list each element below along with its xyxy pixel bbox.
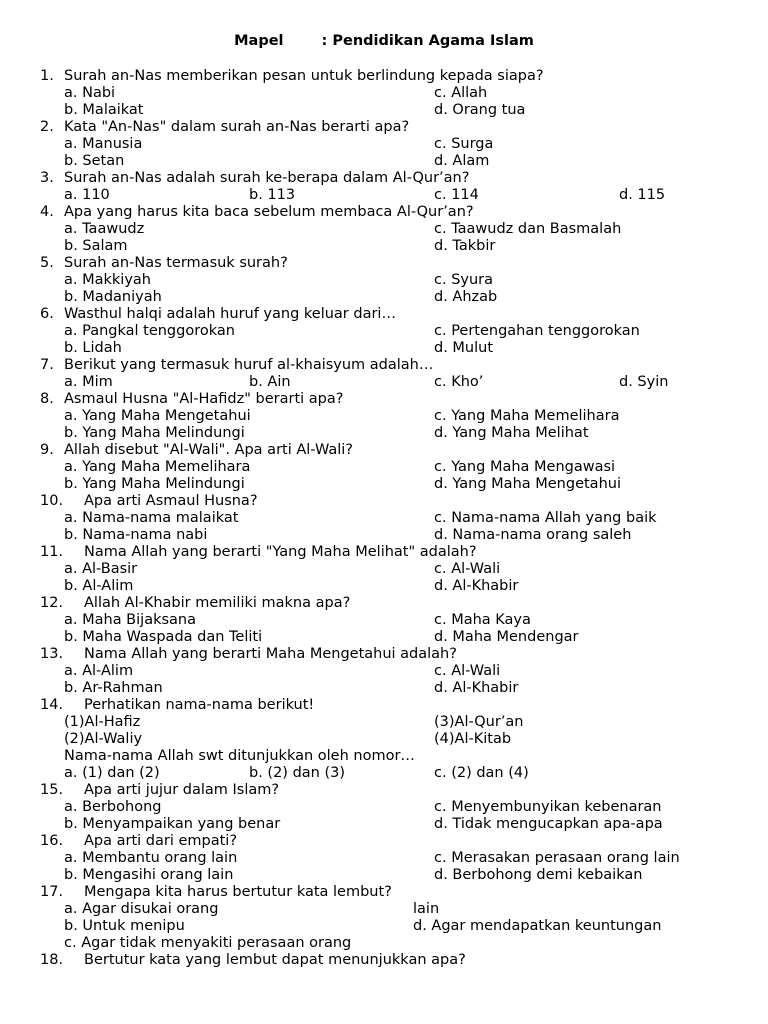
options-row: [0, 408, 768, 425]
question-text: Surah an-Nas adalah surah ke-berapa dalam Al-Qur’an?: [64, 170, 470, 186]
option-b: b. Maha Waspada dan Teliti: [64, 629, 263, 645]
option-b: b. Al-Alim: [64, 578, 134, 594]
option-d: d. Syin: [619, 374, 669, 390]
option-d: d. Al-Khabir: [434, 578, 519, 594]
options-row: [0, 578, 768, 595]
option-c: c. Agar tidak menyakiti perasaan orang: [64, 935, 352, 951]
question-number: 18.: [40, 952, 64, 968]
option-d: d. Ahzab: [434, 289, 498, 305]
option-a: a. Agar disukai orang: [64, 901, 219, 917]
subject-label: Mapel: [234, 33, 284, 49]
question-number: 5.: [40, 255, 54, 271]
question-text: Perhatikan nama-nama berikut!: [84, 697, 315, 713]
option-a: a. Pangkal tenggorokan: [64, 323, 235, 339]
question-number: 4.: [40, 204, 54, 220]
question-6: [0, 306, 768, 323]
option-d: d. Agar mendapatkan keuntungan: [413, 918, 662, 934]
options-row: [0, 221, 768, 238]
question-prompt-text: Nama-nama Allah swt ditunjukkan oleh nomor…: [64, 748, 415, 764]
question-text: Bertutur kata yang lembut dapat menunjukkan apa?: [84, 952, 466, 968]
options-row: [0, 136, 768, 153]
options-row: [0, 850, 768, 867]
statement-row: [0, 714, 768, 731]
option-c: c. Al-Wali: [434, 663, 501, 679]
option-b: b. Madaniyah: [64, 289, 162, 305]
option-a-continuation: lain: [413, 901, 440, 917]
options-row: [0, 527, 768, 544]
option-a: a. Mim: [64, 374, 113, 390]
option-c: c. 114: [434, 187, 479, 203]
question-text: Mengapa kita harus bertutur kata lembut?: [84, 884, 392, 900]
option-d: d. Maha Mendengar: [434, 629, 579, 645]
options-row: [0, 425, 768, 442]
statement-4: (4)Al-Kitab: [434, 731, 512, 747]
option-c: c. Surga: [434, 136, 494, 152]
question-text: Apa yang harus kita baca sebelum membaca Al-Qur’an?: [64, 204, 474, 220]
option-d: d. Tidak mengucapkan apa-apa: [434, 816, 663, 832]
option-a: a. Taawudz: [64, 221, 145, 237]
options-row: [0, 935, 768, 952]
option-c: c. Pertengahan tenggorokan: [434, 323, 640, 339]
options-row: [0, 629, 768, 646]
option-a: a. Nama-nama malaikat: [64, 510, 239, 526]
subject-header: [0, 33, 768, 49]
option-b: b. Yang Maha Melindungi: [64, 425, 245, 441]
option-b: b. Ain: [249, 374, 291, 390]
option-b: b. (2) dan (3): [249, 765, 345, 781]
question-text: Apa arti Asmaul Husna?: [84, 493, 258, 509]
options-row: [0, 918, 768, 935]
option-c: c. Maha Kaya: [434, 612, 531, 628]
subject-value: : Pendidikan Agama Islam: [321, 33, 534, 49]
question-number: 9.: [40, 442, 54, 458]
question-text: Nama Allah yang berarti Maha Mengetahui adalah?: [84, 646, 457, 662]
question-number: 14.: [40, 697, 64, 713]
question-text: Apa arti jujur dalam Islam?: [84, 782, 280, 798]
options-row: [0, 612, 768, 629]
question-17: [0, 884, 768, 901]
option-b: b. Lidah: [64, 340, 122, 356]
question-text: Apa arti dari empati?: [84, 833, 238, 849]
question-number: 10.: [40, 493, 64, 509]
question-text: Surah an-Nas memberikan pesan untuk berlindung kepada siapa?: [64, 68, 544, 84]
question-7: [0, 357, 768, 374]
option-d: d. Al-Khabir: [434, 680, 519, 696]
option-d: d. Mulut: [434, 340, 494, 356]
options-row: [0, 663, 768, 680]
question-text: Allah disebut "Al-Wali". Apa arti Al-Wali?: [64, 442, 353, 458]
options-row: [0, 799, 768, 816]
option-a: a. Yang Maha Memelihara: [64, 459, 251, 475]
options-row: [0, 340, 768, 357]
options-row: [0, 901, 768, 918]
option-a: a. (1) dan (2): [64, 765, 160, 781]
question-16: [0, 833, 768, 850]
options-row: [0, 102, 768, 119]
question-13: [0, 646, 768, 663]
statement-3: (3)Al-Qur’an: [434, 714, 524, 730]
question-5: [0, 255, 768, 272]
option-a: a. Manusia: [64, 136, 143, 152]
option-b: b. Malaikat: [64, 102, 144, 118]
option-b: b. Ar-Rahman: [64, 680, 163, 696]
option-c: c. Taawudz dan Basmalah: [434, 221, 622, 237]
question-prompt: [0, 748, 768, 765]
option-c: c. Yang Maha Mengawasi: [434, 459, 616, 475]
option-a: a. Al-Alim: [64, 663, 134, 679]
option-c: c. Nama-nama Allah yang baik: [434, 510, 657, 526]
option-c: c. Yang Maha Memelihara: [434, 408, 620, 424]
question-number: 16.: [40, 833, 64, 849]
question-18: [0, 952, 768, 969]
options-row: [0, 680, 768, 697]
options-row: [0, 459, 768, 476]
options-row: [0, 476, 768, 493]
option-c: c. Menyembunyikan kebenaran: [434, 799, 662, 815]
option-b: b. Setan: [64, 153, 125, 169]
options-row: [0, 561, 768, 578]
options-row: [0, 272, 768, 289]
question-number: 13.: [40, 646, 64, 662]
question-4: [0, 204, 768, 221]
option-b: b. Nama-nama nabi: [64, 527, 208, 543]
option-c: c. Al-Wali: [434, 561, 501, 577]
options-row: [0, 153, 768, 170]
option-a: a. Maha Bijaksana: [64, 612, 196, 628]
question-number: 12.: [40, 595, 64, 611]
question-text: Asmaul Husna "Al-Hafidz" berarti apa?: [64, 391, 344, 407]
question-number: 2.: [40, 119, 54, 135]
question-number: 7.: [40, 357, 54, 373]
option-c: c. Merasakan perasaan orang lain: [434, 850, 680, 866]
option-a: a. Nabi: [64, 85, 116, 101]
option-a: a. Membantu orang lain: [64, 850, 238, 866]
question-number: 3.: [40, 170, 54, 186]
question-number: 11.: [40, 544, 64, 560]
option-b: b. Salam: [64, 238, 128, 254]
question-10: [0, 493, 768, 510]
options-row: [0, 867, 768, 884]
option-d: d. Berbohong demi kebaikan: [434, 867, 643, 883]
option-a: a. Al-Basir: [64, 561, 138, 577]
options-row: [0, 187, 768, 204]
options-row: [0, 323, 768, 340]
option-d: d. Yang Maha Mengetahui: [434, 476, 621, 492]
question-8: [0, 391, 768, 408]
options-row: [0, 816, 768, 833]
options-row: [0, 765, 768, 782]
option-b: b. Menyampaikan yang benar: [64, 816, 281, 832]
statement-row: [0, 731, 768, 748]
option-d: d. Orang tua: [434, 102, 526, 118]
options-row: [0, 510, 768, 527]
option-d: d. 115: [619, 187, 666, 203]
option-c: c. Kho’: [434, 374, 484, 390]
question-number: 6.: [40, 306, 54, 322]
question-1: [0, 68, 768, 85]
option-b: b. 113: [249, 187, 296, 203]
option-d: d. Alam: [434, 153, 490, 169]
question-number: 17.: [40, 884, 64, 900]
question-text: Nama Allah yang berarti "Yang Maha Melihat" adalah?: [84, 544, 477, 560]
option-d: d. Takbir: [434, 238, 496, 254]
question-text: Wasthul halqi adalah huruf yang keluar dari…: [64, 306, 396, 322]
option-c: c. Allah: [434, 85, 488, 101]
option-c: c. (2) dan (4): [434, 765, 529, 781]
options-row: [0, 374, 768, 391]
option-a: a. Berbohong: [64, 799, 162, 815]
option-c: c. Syura: [434, 272, 494, 288]
option-b: b. Untuk menipu: [64, 918, 185, 934]
statement-2: (2)Al-Waliy: [64, 731, 143, 747]
question-9: [0, 442, 768, 459]
option-d: d. Nama-nama orang saleh: [434, 527, 632, 543]
question-text: Kata "An-Nas" dalam surah an-Nas berarti apa?: [64, 119, 410, 135]
option-d: d. Yang Maha Melihat: [434, 425, 589, 441]
question-text: Surah an-Nas termasuk surah?: [64, 255, 288, 271]
statement-1: (1)Al-Hafiz: [64, 714, 141, 730]
options-row: [0, 85, 768, 102]
option-b: b. Yang Maha Melindungi: [64, 476, 245, 492]
option-b: b. Mengasihi orang lain: [64, 867, 234, 883]
options-row: [0, 289, 768, 306]
option-a: a. 110: [64, 187, 110, 203]
question-2: [0, 119, 768, 136]
question-text: Allah Al-Khabir memiliki makna apa?: [84, 595, 351, 611]
question-11: [0, 544, 768, 561]
question-14: [0, 697, 768, 714]
question-number: 8.: [40, 391, 54, 407]
question-12: [0, 595, 768, 612]
option-a: a. Yang Maha Mengetahui: [64, 408, 251, 424]
question-number: 15.: [40, 782, 64, 798]
options-row: [0, 238, 768, 255]
question-number: 1.: [40, 68, 54, 84]
question-3: [0, 170, 768, 187]
question-15: [0, 782, 768, 799]
question-text: Berikut yang termasuk huruf al-khaisyum adalah…: [64, 357, 434, 373]
option-a: a. Makkiyah: [64, 272, 151, 288]
